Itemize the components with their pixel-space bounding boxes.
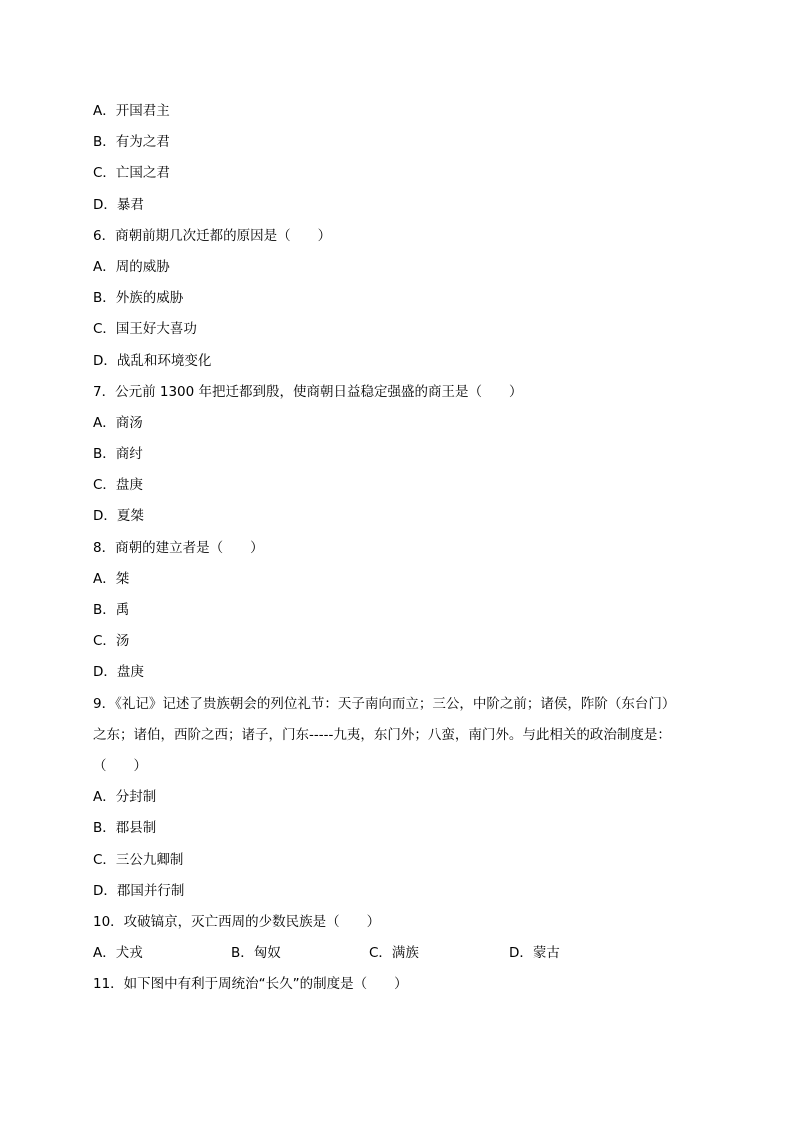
q5-option-b: B．有为之君 bbox=[93, 134, 170, 151]
q8-stem: 8．商朝的建立者是（ ） bbox=[93, 539, 264, 556]
q8-option-d: D．盘庚 bbox=[93, 664, 144, 681]
q10-stem: 10．攻破镐京，灭亡西周的少数民族是（ ） bbox=[93, 913, 381, 930]
q9-stem-line-2: 之东；诸伯，西阶之西；诸子，门东-----九夷，东门外；八蛮，南门外。与此相关的政治制度是： bbox=[93, 726, 671, 743]
q6-option-b: B．外族的威胁 bbox=[93, 290, 184, 307]
q9-option-c: C．三公九卿制 bbox=[93, 851, 184, 868]
q6-option-c: C．国王好大喜功 bbox=[93, 321, 197, 338]
question-11 bbox=[93, 969, 733, 1000]
q7-option-a: A．商汤 bbox=[93, 414, 143, 431]
q8-option-a: A．桀 bbox=[93, 570, 130, 587]
q9-stem-line-1: 9．《礼记》记述了贵族朝会的列位礼节：天子南向而立；三公，中阶之前；诸侯，阼阶（东台门） bbox=[93, 695, 676, 712]
q5-option-d: D．暴君 bbox=[93, 196, 144, 213]
q7-stem: 7．公元前 1300 年把迁都到殷，使商朝日益稳定强盛的商王是（ ） bbox=[93, 383, 523, 400]
q9-stem-line-3: （ ） bbox=[93, 757, 147, 774]
q6-stem: 6．商朝前期几次迁都的原因是（ ） bbox=[93, 227, 332, 244]
q7-option-d: D．夏桀 bbox=[93, 508, 144, 525]
q10-option-a: A．犬戎 bbox=[93, 945, 143, 962]
q6-option-a: A．周的威胁 bbox=[93, 258, 170, 275]
q5-options bbox=[93, 96, 733, 221]
q8-option-c: C．汤 bbox=[93, 633, 130, 650]
q11-stem: 11．如下图中有利于周统治“长久”的制度是（ ） bbox=[93, 976, 408, 993]
q5-option-a: A．开国君主 bbox=[93, 103, 170, 119]
q5-option-c: C．亡国之君 bbox=[93, 165, 170, 182]
q7-option-b: B．商纣 bbox=[93, 446, 143, 463]
question-6 bbox=[93, 221, 733, 377]
q6-option-d: D．战乱和环境变化 bbox=[93, 352, 212, 369]
q9-option-b: B．郡县制 bbox=[93, 820, 157, 837]
question-9 bbox=[93, 689, 733, 907]
q10-option-b: B．匈奴 bbox=[231, 945, 281, 962]
q10-option-c: C．满族 bbox=[369, 945, 419, 962]
question-page bbox=[93, 96, 733, 1000]
question-7 bbox=[93, 377, 733, 533]
q10-options-row bbox=[93, 938, 733, 969]
question-8 bbox=[93, 533, 733, 689]
q7-option-c: C．盘庚 bbox=[93, 477, 143, 494]
question-10 bbox=[93, 907, 733, 969]
q9-option-a: A．分封制 bbox=[93, 789, 157, 806]
q8-option-b: B．禹 bbox=[93, 602, 130, 618]
q10-option-d: D．蒙古 bbox=[509, 945, 560, 962]
q9-option-d: D．郡国并行制 bbox=[93, 882, 185, 899]
